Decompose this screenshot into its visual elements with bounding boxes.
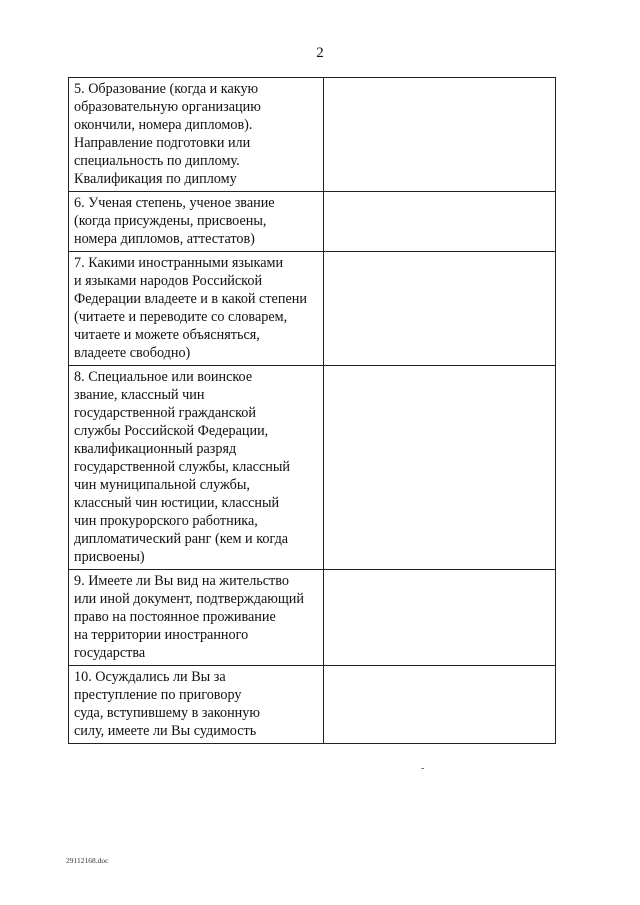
footer-filename: 29112168.doc bbox=[66, 856, 109, 865]
question-cell bbox=[69, 78, 324, 192]
answer-cell-education[interactable] bbox=[324, 78, 556, 192]
question-label-languages: 7. Какими иностранными языками и языками народов Российской Федерации владеете и в какой степени (читаете и переводите со словарем, читаете и можете объясняться, владеете свободно) bbox=[74, 255, 307, 361]
table-row-academic-degree bbox=[69, 192, 556, 252]
question-label-residence-permit: 9. Имеете ли Вы вид на жительство или иной документ, подтверждающий право на постоянное проживание на территории иностранного государства bbox=[74, 573, 304, 661]
table-row-residence-permit bbox=[69, 570, 556, 666]
stray-mark: - bbox=[421, 763, 425, 774]
answer-cell-residence-permit[interactable] bbox=[324, 570, 556, 666]
question-cell bbox=[69, 192, 324, 252]
question-cell bbox=[69, 570, 324, 666]
table-row-education bbox=[69, 78, 556, 192]
question-cell bbox=[69, 252, 324, 366]
answer-cell-conviction[interactable] bbox=[324, 666, 556, 744]
answer-cell-rank[interactable] bbox=[324, 366, 556, 570]
questionnaire-table bbox=[68, 77, 556, 744]
table-row-rank bbox=[69, 366, 556, 570]
question-cell bbox=[69, 666, 324, 744]
question-label-academic-degree: 6. Ученая степень, ученое звание (когда присуждены, присвоены, номера дипломов, аттестатов) bbox=[74, 195, 275, 247]
table-row-languages bbox=[69, 252, 556, 366]
question-label-rank: 8. Специальное или воинское звание, классный чин государственной гражданской службы Российской Федерации, квалификационный разряд государственной службы, классный чин муниципальной службы, классный чин юстиции, классный чин прокурорского работника, дипломатический ранг (кем и когда присвоены) bbox=[74, 369, 290, 565]
answer-cell-academic-degree[interactable] bbox=[324, 192, 556, 252]
question-label-conviction: 10. Осуждались ли Вы за преступление по приговору суда, вступившему в законную силу, имеете ли Вы судимость bbox=[74, 669, 260, 739]
answer-cell-languages[interactable] bbox=[324, 252, 556, 366]
question-cell bbox=[69, 366, 324, 570]
table-row-conviction bbox=[69, 666, 556, 744]
question-label-education: 5. Образование (когда и какую образовательную организацию окончили, номера дипломов). Направление подготовки или специальность по диплому. Квалификация по диплому bbox=[74, 81, 261, 187]
page-number: 2 bbox=[316, 45, 324, 61]
